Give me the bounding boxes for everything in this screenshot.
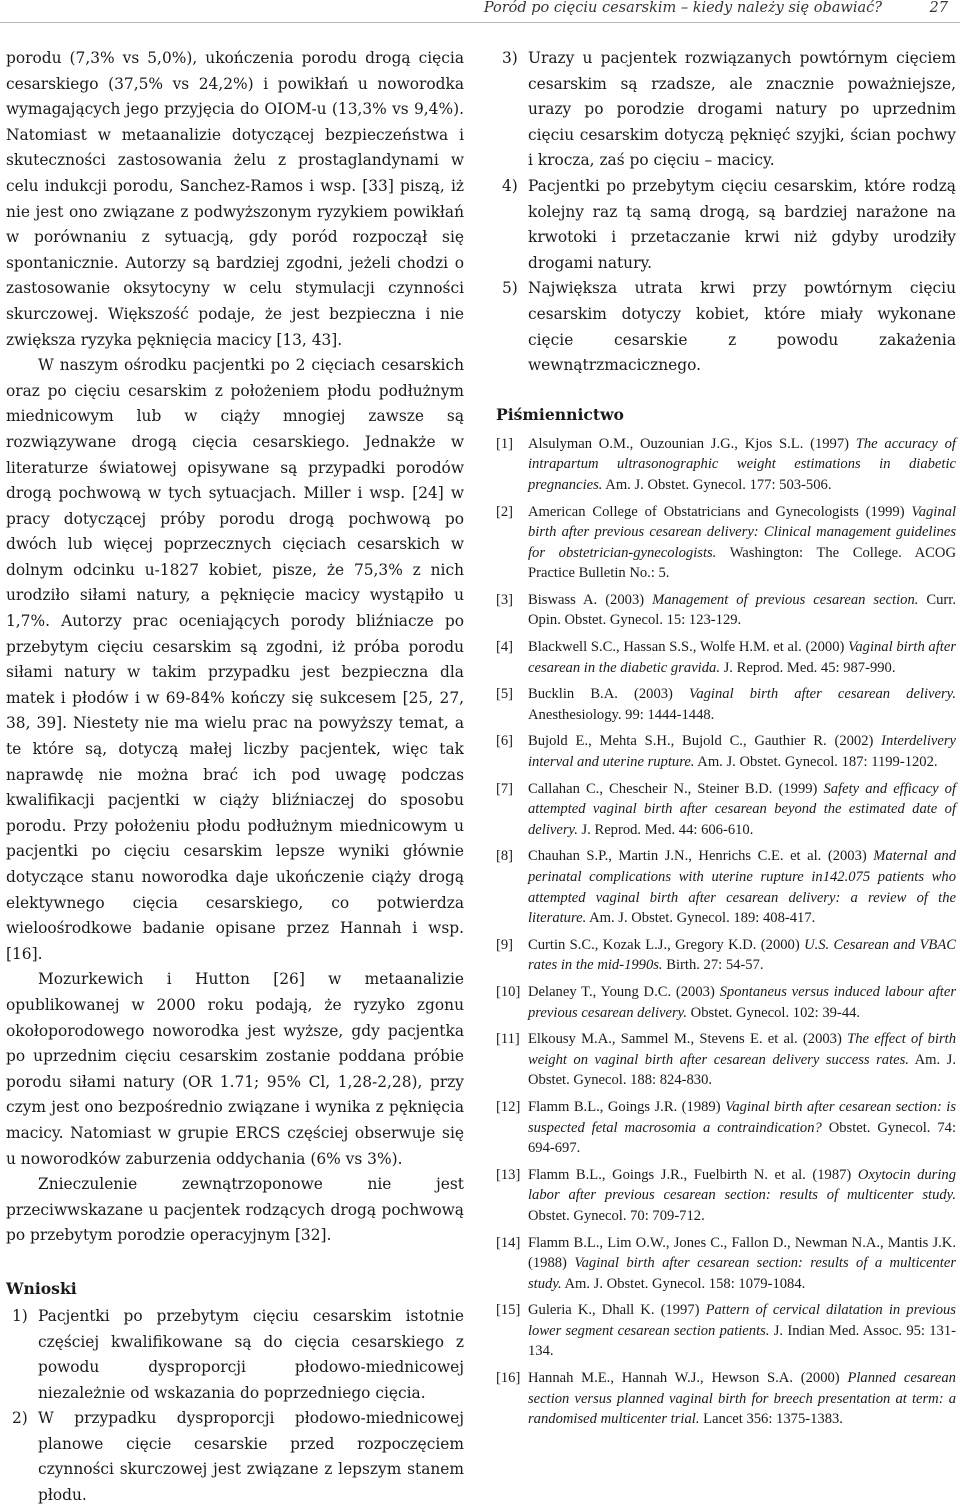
reference-item [496,637,956,678]
reference-title: The accuracy of intrapartum ultrasonographic weight estimations in diabetic pregnancies. [528,435,956,493]
references-list [496,434,956,1430]
reference-title: Maternal and perinatal complications with uterine rupture in142.075 patients who attempted vaginal birth after cesarean delivery: a review of the literature. [528,848,956,927]
reference-authors: Blackwell S.C., Hassan S.S., Wolfe H.M. et al. (2000) [528,639,849,656]
reference-item [496,731,956,772]
reference-number: [16] [496,1370,521,1387]
conclusion-item [496,46,956,174]
reference-source: J. Indian Med. Assoc. 95: 131-134. [528,1322,956,1360]
reference-source: Am. J. Obstet. Gynecol. 177: 503-506. [602,476,832,493]
conclusion-item [496,174,956,276]
reference-title: U.S. Cesarean and VBAC rates in the mid-1990s. [528,936,957,974]
reference-item [496,1300,956,1362]
reference-item [496,1233,956,1295]
paragraph: Znieczulenie zewnątrzoponowe nie jest przeciwwskazane u pacjentek rodzących drogą pochwową po przebytym porodzie operacyjnym [32]. [6,1175,464,1245]
reference-number: [1] [496,435,514,452]
reference-title: Oxytocin during labor after previous cesarean section: results of multicenter study. [528,1166,957,1204]
reference-authors: Bujold E., Mehta S.H., Bujold C., Gauthier R. (2002) [528,733,882,750]
reference-source: Am. J. Obstet. Gynecol. 158: 1079-1084. [561,1275,806,1292]
reference-item [496,502,956,584]
reference-source: Obstet. Gynecol. 74: 694-697. [528,1119,956,1157]
references-heading: Piśmiennictwo [496,404,624,424]
reference-title: Vaginal birth after cesarean section: is suspected fetal macrosomia a contraindication? [528,1098,956,1136]
reference-authors: Flamm B.L., Goings J.R. (1989) [528,1098,726,1115]
conclusion-number: 3) [502,49,518,67]
reference-authors: Chauhan S.P., Martin J.N., Henrichs C.E. et al. (2003) [528,848,874,865]
reference-item [496,590,956,631]
reference-title: Pattern of cervical dilatation in previous lower segment cesarean section patients. [528,1302,956,1339]
reference-number: [13] [496,1166,521,1183]
reference-title: Planned cesarean section versus planned vaginal birth for breech presentation at term: a randomised multicenter trial. [528,1370,956,1428]
conclusions-heading: Wnioski [6,1278,77,1298]
reference-item [496,846,956,928]
reference-authors: Hannah M.E., Hannah W.J., Hewson S.A. (2000) [528,1370,848,1387]
reference-item [496,1097,956,1159]
reference-source: Obstet. Gynecol. 70: 709-712. [528,1207,705,1224]
reference-number: [11] [496,1031,520,1048]
reference-source: Am. J. Obstet. Gynecol. 189: 408-417. [586,910,816,927]
conclusions-list [6,1304,464,1509]
reference-number: [9] [496,936,514,953]
conclusion-item [496,276,956,378]
reference-title: Vaginal birth after cesarean delivery. [689,686,956,703]
reference-authors: Elkousy M.A., Sammel M., Stevens E. et al. (2003) [528,1031,848,1048]
running-title: Poród po cięciu cesarskim – kiedy należy się obawiać? [483,0,882,16]
reference-item [496,434,956,496]
conclusion-text: W przypadku dysproporcji płodowo-miednicowej planowe cięcie cesarskie przed rozpoczęciem czynności skurczowej jest związane z lepszym stanem płodu. [38,1409,464,1505]
body-text [6,46,464,1249]
reference-item [496,1165,956,1227]
reference-number: [6] [496,733,514,750]
reference-item [496,982,956,1023]
conclusion-item [6,1406,464,1508]
left-column [6,46,464,1509]
reference-title: Safety and efficacy of attempted vaginal birth after cesarean beyond the estimated date of delivery. [528,780,956,838]
conclusions-list-continued [496,46,956,379]
reference-authors: Flamm B.L., Goings J.R., Fuelbirth N. et al. (1987) [528,1166,858,1183]
reference-number: [10] [496,983,521,1000]
reference-number: [8] [496,848,514,865]
conclusion-number: 4) [502,176,518,195]
conclusion-text: Największa utrata krwi przy powtórnym cięciu cesarskim dotyczy kobiet, które miały wykonane cięcie cesarskie z powodu zakażenia wewnątrzmacicznego. [528,279,956,375]
reference-source: Am. J. Obstet. Gynecol. 187: 1199-1202. [694,754,938,771]
page-number: 27 [929,0,948,16]
conclusion-text: Pacjentki po przebytym cięciu cesarskim, które rodzą kolejny raz tą samą drogą, są bardziej narażone na krwotoki i przetaczanie krwi niż gdyby urodziły drogami natury. [528,176,956,272]
right-column [496,46,956,1436]
reference-authors: Flamm B.L., Lim O.W., Jones C., Fallon D., Newman N.A., Mantis J.K. (1988) [528,1234,956,1272]
conclusion-number: 2) [12,1409,28,1428]
reference-number: [12] [496,1098,521,1115]
reference-item [496,1368,956,1430]
conclusion-number: 5) [502,279,518,298]
paragraph: Mozurkewich i Hutton [26] w metaanalizie opublikowanej w 2000 roku podają, że ryzyko zgonu okołoporodowego noworodka jest wyższe, gdy pacjentka po uprzednim cięciu cesarskim zostanie poddana próbie porodu siłami natury (OR 1.71; 95% Cl, 1,28-2,28), przy czym jest ono bezpośrednio związane i wynika z pęknięcia macicy. Natomiast w grupie ERCS częściej obserwuje się u noworodków zaburzenia oddychania (6% vs 3%). [6,970,464,1168]
reference-number: [3] [496,591,514,608]
reference-title: Vaginal birth after cesarean section: results of a multicenter study. [528,1255,956,1292]
paragraph: W naszym ośrodku pacjentki po 2 cięciach cesarskich oraz po cięciu cesarskim z położeniem płodu podłużnym miednicowym lub w ciąży mnogiej zawsze są rozwiązywane drogą cięcia cesarskiego. Jednakże w literaturze światowej opisywane są przypadki porodów drogą pochwową w tych sytuacjach. Miller i wsp. [24] w pracy dotyczącej próby porodu drogą pochwową po dwóch lub więcej poprzecznych cięciach cesarskich w dolnym odcinku u-1827 kobiet, pisze, że 75,3% z nich urodziło siłami natury, a pęknięcie macicy wystąpiło u 1,7%. Autorzy prac oceniających porody bliźniacze po przebytym cięciu cesarskim są zgodni, iż próba porodu siłami natury w takim przypadku jest bezpieczna dla matek i płodów i w 69-84% kończy się sukcesem [25, 27, 38, 39]. Niestety nie ma wielu prac na powyższy temat, a te które są, dotyczą małej liczby pacjentek, więc tak naprawdę nie można brać ich pod uwagę podczas kwalifikacji pacjentki w ciąży bliźniaczej do sposobu porodu. Przy położeniu płodu podłużnym miednicowym u pacjentki po cięciu cesarskim lepsze wyniki głównie dotyczące stanu noworodka daje ukończenie ciąży drogą elektywnego cięcia cesarskiego, co potwierdza wieloośrodkowe badanie opisane przez Hannah i wsp. [16]. [6,356,464,963]
reference-authors: American College of Obstatricians and Gynecologists (1999) [528,503,912,520]
reference-item [496,779,956,841]
conclusion-text: Urazy u pacjentek rozwiązanych powtórnym cięciem cesarskim są rzadsze, ale znacznie poważniejsze, urazy po porodzie drogami natury po uprzednim cięciu cesarskim dotyczą pęknięć szyjki, ścian pochwy i krocza, zaś po cięciu – macicy. [528,49,956,170]
reference-source: Obstet. Gynecol. 102: 39-44. [687,1004,861,1021]
conclusion-item [6,1304,464,1406]
reference-source: Curr. Opin. Obstet. Gynecol. 15: 123-129. [528,591,956,629]
reference-source: Am. J. Obstet. Gynecol. 188: 824-830. [528,1051,957,1089]
page-header [0,0,960,23]
reference-number: [4] [496,639,514,656]
reference-authors: Bucklin B.A. (2003) [528,686,690,703]
reference-number: [14] [496,1234,521,1251]
reference-source: J. Reprod. Med. 45: 987-990. [719,659,896,676]
conclusion-text: Pacjentki po przebytym cięciu cesarskim istotnie częściej kwalifikowane są do cięcia cesarskiego z powodu dysproporcji płodowo-miednicowej niezależnie od wskazania do poprzedniego cięcia. [38,1306,464,1402]
reference-title: Vaginal birth after previous cesarean delivery: Clinical management guidelines for obstetrician-gynecologists. [528,503,956,561]
reference-title: Management of previous cesarean section. [652,591,919,608]
reference-authors: Alsulyman O.M., Ouzounian J.G., Kjos S.L. (1997) [528,435,856,452]
reference-title: Interdelivery interval and uterine rupture. [528,733,956,771]
reference-source: Birth. 27: 54-57. [662,957,764,974]
reference-title: The effect of birth weight on vaginal birth after cesarean delivery success rates. [528,1031,956,1068]
reference-item [496,935,956,976]
conclusion-number: 1) [12,1306,28,1325]
reference-authors: Curtin S.C., Kozak L.J., Gregory K.D. (2000) [528,936,805,953]
reference-authors: Biswass A. (2003) [528,591,653,608]
reference-number: [2] [496,503,514,520]
reference-number: [7] [496,780,514,797]
reference-source: Washington: The College. ACOG Practice Bulletin No.: 5. [528,544,956,582]
reference-item [496,684,956,725]
reference-number: [15] [496,1302,521,1319]
reference-item [496,1029,956,1091]
reference-source: Anesthesiology. 99: 1444-1448. [528,706,715,723]
paragraph: porodu (7,3% vs 5,0%), ukończenia porodu drogą cięcia cesarskiego (37,5% vs 24,2%) i powikłań u noworodka wymagających jego przyjęcia do OIOM-u (13,3% vs 9,4%). Natomiast w metaanalizie dotyczącej bezpieczeństwa i skuteczności zastosowania żelu z prostaglandynami w celu indukcji porodu, Sanchez-Ramos i wsp. [33] piszą, iż nie jest ono związane z podwyższonym ryzykiem powikłań w porównaniu z sytuacją, gdy poród rozpoczął się spontanicznie. Autorzy są bardziej zgodni, jeżeli chodzi o zastosowanie oksytocyny w celu stymulacji czynności skurczowej. Większość podaje, że jest bezpieczna i nie zwiększa ryzyka pęknięcia macicy [13, 43]. [6,49,464,349]
reference-authors: Delaney T., Young D.C. (2003) [528,983,720,1000]
reference-authors: Callahan C., Chescheir N., Steiner B.D. (1999) [528,780,824,797]
reference-title: Spontaneus versus induced labour after previous cesarean delivery. [528,983,956,1021]
reference-title: Vaginal birth after cesarean in the diabetic gravida. [528,639,956,676]
reference-source: J. Reprod. Med. 44: 606-610. [577,821,754,838]
reference-number: [5] [496,686,514,703]
reference-source: Lancet 356: 1375-1383. [699,1411,843,1428]
reference-authors: Guleria K., Dhall K. (1997) [528,1302,706,1319]
